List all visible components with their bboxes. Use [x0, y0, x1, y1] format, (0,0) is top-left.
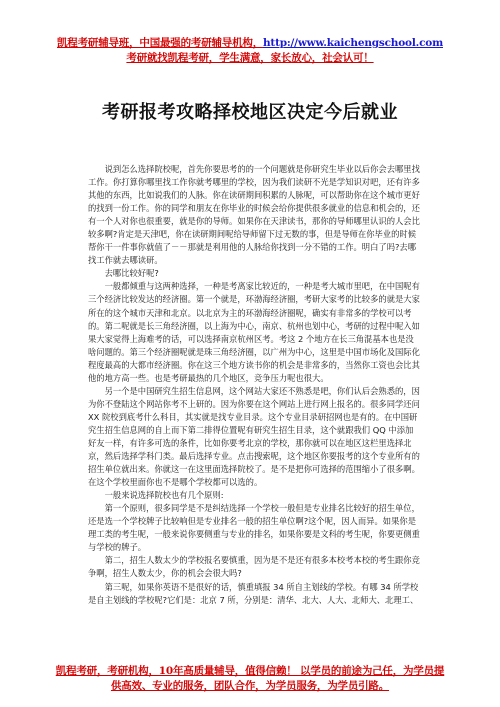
document-title: 考研报考攻略择校地区决定今后就业	[102, 102, 398, 123]
paragraph: 说到怎么选择院校呢，首先你要思考的的一个问题就是你研究生毕业以后你会去哪里找工作。你打算你哪里找工作你就考哪里的学校，因为我们读研不光是学知识对吧，还有许多其他的东西，比如说我们的人脉。你在读研期间积累的人脉呢，可以帮助你在这个城市更好的找到一份工作。你的同学和朋友在你毕业的时候会给你提供很多就业的信息和机会的，还有一个人对你也很重要，就是你的导师。如果你在天津读书，那你的导师哪里认识的人会比较多啊?肯定是天津吧，你在读研期间呢给导师留下过无数的事，但是导师在你毕业的时候帮你干一件事你就值了－－那就是利用他的人脉给你找到一分不错的工作。明白了吗?去哪找工作就去哪读研。	[88, 164, 420, 266]
header-banner	[0, 36, 500, 66]
paragraph: 去哪比较好呢?	[104, 268, 159, 279]
header-url-link[interactable]: http://www.kaichengschool.com	[263, 37, 443, 49]
document-body	[88, 163, 420, 607]
paragraph: 一般都倾重与这两种选择，一种是考离家比较近的，一种是考大城市里吧，在中国呢有三个经济比较发达的经济圈。第一个就是，环渤海经济圈，考研大家考的比较多的就是大家所在的这个城市天津和北京。以北京为主的环渤海经济圈呢，确实有非常多的学校可以考的。第二呢就是长三角经济圈，以上海为中心，南京、杭州也划中心，考研的过程中呢入如果大家觉得上海难考的话，可以选择南京杭州区考。考这 2 个地方在长三角混基本也是没啥问题的。第三个经济圈呢就是珠三角经济圈，以广州为中心，这里是中国市场化及国际化程度最高的大都市经济圈。你在这三个地方读书你的机会是非常多的，当然你工资也会比其他的地方高一些。也是考研最热的几个地区，竞争压力呢也很大。	[88, 281, 420, 383]
paragraph: 第二，招生人数太少的学校报名要慎重，因为是不是还有很多本校考本校的考生跟你竞争啊，招生人数太少，你的机会会很大吗?	[88, 555, 420, 579]
paragraph: 另一个是中国研究生招生信息网，这个网站大家还不熟悉是吧，你们认后会熟悉的，因为你不登陆这个网站你考不上研的。因为你要在这个网站上进行网上报名的。很多同学还问 XX 院校到底考什么科目，其实就是找专业目录。这个专业目录研招网也是有的。在中国研究生招生信息网的自上而下第二排得位置呢有研究生招生目录，这个就跟我们 QQ 中添加好友一样，有许多可选的条件，比如你要考北京的学校，那你就可以在地区这栏里选择北京，然后选择学科门类。最后选择专业。点击搜索呢，这个地区你要报考的这个专业所有的招生单位就出来。你就这一在这里面选择院校了。是不是把你可选择的范围缩小了很多啊。在这个学校里面你也不是哪个学校都可以选的。	[88, 385, 420, 488]
footer-banner	[0, 664, 500, 694]
paragraph: 第三呢，如果你英语不是很好的话，慎重填报 34 所自主划线的学校。有哪 34 所学校是自主划线的学校呢?它们是：北京 7 所，分别是：清华、北大、人大、北师大、北理工、	[88, 581, 419, 605]
header-line-1	[0, 36, 500, 51]
header-line-2: 考研就找凯程考研，学生满意，家长放心，社会认可！	[126, 52, 374, 64]
paragraph: 一般来说选择院校也有几个原则:	[104, 490, 224, 501]
paragraph: 第一个原则，很多同学是不是纠结选择一个学校一般但是专业排名比较好的招生单位，还是选一个学校牌子比较响但是专业排名一般的招生单位啊?这个呢，因人而异。如果你是理工类的考生呢，一般来说你要侧重与专业的排名，如果你要是文科的考生呢，你要更侧重与学校的牌子。	[88, 503, 420, 553]
header-line-1-text: 凯程考研辅导班，中国最强的考研辅导机构，	[57, 37, 263, 49]
footer-line-1: 凯程考研，考研机构，10年高质量辅导，值得信赖！ 以学员的前途为己任，为学员提	[55, 665, 445, 677]
footer-line-2: 供高效、专业的服务，团队合作，为学员服务，为学员引路。	[110, 680, 390, 692]
